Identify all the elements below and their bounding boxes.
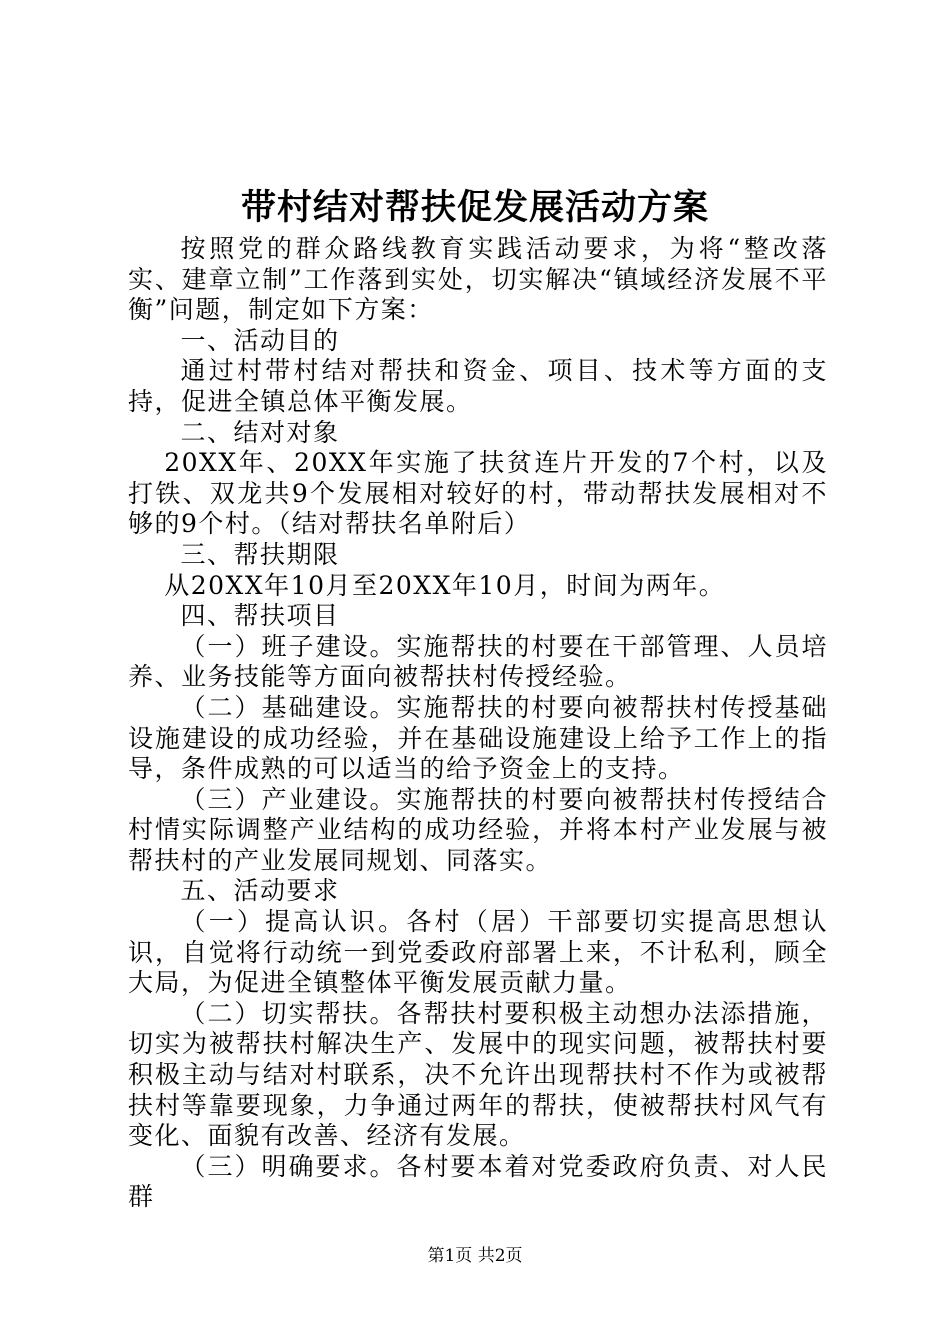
paragraph-purpose: 通过村带村结对帮扶和资金、项目、技术等方面的支持，促进全镇总体平衡发展。: [128, 356, 828, 416]
paragraph-requirement-clarity: （三）明确要求。各村要本着对党委政府负责、对人民群: [128, 1151, 828, 1212]
paragraph-requirement-assistance: （二）切实帮扶。各帮扶村要积极主动想办法添措施，切实为被帮扶村解决生产、发展中的现实问题，被帮扶村要积极主动与结对村联系，决不允许出现帮扶村不作为或被帮扶村等靠要现象，力争通过两年的帮扶，使被帮扶村风气有变化、面貌有改善、经济有发展。: [128, 998, 828, 1151]
section-heading-period: 三、帮扶期限: [180, 539, 340, 569]
document-body: [128, 234, 828, 1213]
section-heading-projects: 四、帮扶项目: [180, 601, 340, 631]
paragraph-project-team: （一）班子建设。实施帮扶的村要在干部管理、人员培养、业务技能等方面向被帮扶村传授经验。: [128, 631, 828, 692]
paragraph-intro: 按照党的群众路线教育实践活动要求，为将“整改落实、建章立制”工作落到实处，切实解决“镇域经济发展不平衡”问题，制定如下方案：: [128, 234, 828, 325]
paragraph-project-infrastructure: （二）基础建设。实施帮扶的村要向被帮扶村传授基础设施建设的成功经验，并在基础设施建设上给予工作上的指导，条件成熟的可以适当的给予资金上的支持。: [128, 692, 828, 784]
section-heading-purpose: 一、活动目的: [180, 325, 340, 355]
document-title: 带村结对帮扶促发展活动方案: [240, 187, 709, 228]
paragraph-period: 从20XX年10月至20XX年10月，时间为两年。: [164, 570, 726, 600]
page-footer: 第1页 共2页: [427, 1246, 523, 1266]
section-heading-requirements: 五、活动要求: [180, 876, 340, 906]
paragraph-project-industry: （三）产业建设。实施帮扶的村要向被帮扶村传授结合村情实际调整产业结构的成功经验，并将本村产业发展与被帮扶村的产业发展同规划、同落实。: [128, 784, 828, 875]
paragraph-targets: 20XX年、20XX年实施了扶贫连片开发的7个村，以及打铁、双龙共9个发展相对较好的村，带动帮扶发展相对不够的9个村。（结对帮扶名单附后）: [128, 448, 828, 539]
paragraph-requirement-awareness: （一）提高认识。各村（居）干部要切实提高思想认识，自觉将行动统一到党委政府部署上来，不计私利，顾全大局，为促进全镇整体平衡发展贡献力量。: [128, 907, 828, 998]
section-heading-targets: 二、结对对象: [180, 417, 340, 447]
